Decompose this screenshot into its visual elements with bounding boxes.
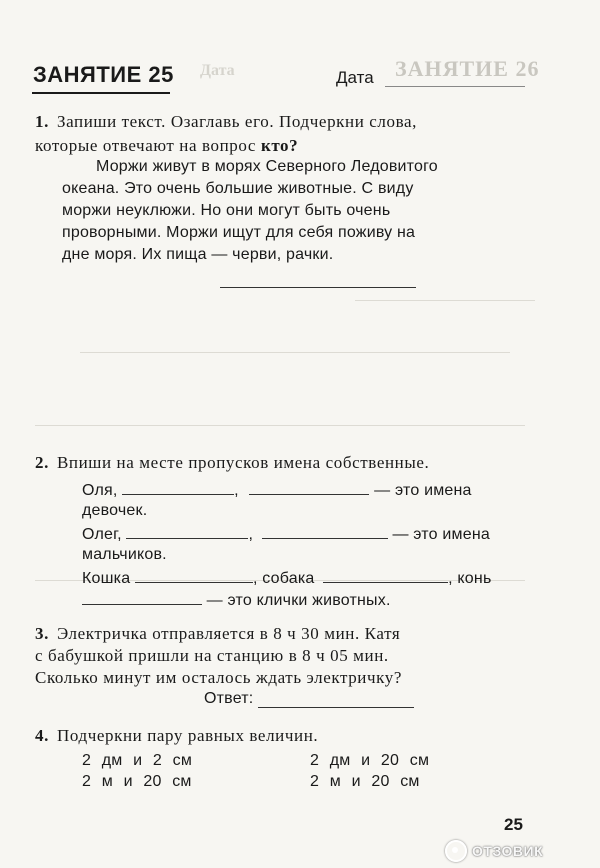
task1-keyword: кто? (260, 136, 299, 155)
blank-field[interactable] (249, 480, 369, 495)
page-title: ЗАНЯТИЕ 25 (33, 62, 174, 87)
task2-prompt: 2. Впиши на месте пропусков имена собственные. (35, 453, 430, 472)
task3-answer-field[interactable] (258, 706, 414, 708)
task2-row2-cont: мальчиков. (82, 546, 167, 563)
blank-field[interactable] (323, 568, 448, 583)
task4-pair-right[interactable]: 2 м и 20 см (310, 773, 420, 790)
task1-title-line[interactable] (220, 286, 416, 288)
blank-field[interactable] (122, 480, 234, 495)
date-field-line[interactable] (385, 86, 525, 87)
otzovik-logo-icon (445, 840, 467, 862)
task1-prompt-line1 (35, 112, 525, 132)
task2-row1-cont: девочек. (82, 502, 148, 519)
task1-text-line: моржи неуклюжи. Но они могут быть очень (62, 202, 391, 219)
bleed-through-line (80, 352, 510, 353)
blank-field[interactable] (126, 524, 248, 539)
task2-row4: — это клички животных. (82, 590, 391, 610)
blank-field[interactable] (135, 568, 253, 583)
task1-text-line: дне моря. Их пища — черви, рачки. (62, 246, 334, 263)
title-underline (32, 92, 170, 94)
task1-text-line: проворными. Моржи ищут для себя поживу на (62, 224, 416, 241)
blank-field[interactable] (262, 524, 388, 539)
bleed-through-line (355, 300, 535, 301)
bleed-through-line (35, 425, 525, 426)
task4-pair-left[interactable]: 2 м и 20 см (82, 773, 192, 790)
task2-row1: Оля, , — это имена (82, 482, 472, 499)
site-watermark: ОТЗОВИК (445, 840, 543, 862)
task4-prompt: 4. Подчеркни пару равных величин. (35, 726, 319, 745)
task4-pair-right[interactable]: 2 дм и 20 см (310, 752, 430, 769)
bleed-through-title: ЗАНЯТИЕ 26 (395, 56, 540, 81)
task3-line1: 3. Электричка отправляется в 8 ч 30 мин. Катя (35, 624, 401, 643)
task1-prompt-line2: которые отвечают на вопрос кто? (35, 136, 299, 155)
task4-pair-left[interactable]: 2 дм и 2 см (82, 752, 193, 769)
task2-row3: Кошка , собака , конь (82, 570, 492, 587)
task1-text-line: океана. Это очень большие животные. С виду (62, 180, 414, 197)
task2-row2: Олег, , — это имена (82, 526, 490, 543)
bleed-through-date: Дата (200, 62, 235, 79)
task3-line2: с бабушкой пришли на станцию в 8 ч 05 мин. (35, 646, 389, 665)
blank-field[interactable] (82, 590, 202, 605)
page-number: 25 (504, 815, 523, 834)
task3-answer-label: Ответ: (204, 690, 254, 707)
task1-prompt: Запиши текст. Озаглавь его. Подчеркни слова, (56, 112, 417, 131)
task1-number: 1. (35, 112, 49, 131)
task3-line3: Сколько минут им осталось ждать электричку? (35, 668, 403, 687)
date-label: Дата (336, 68, 374, 87)
task1-text-line: Моржи живут в морях Северного Ледовитого (96, 158, 438, 175)
